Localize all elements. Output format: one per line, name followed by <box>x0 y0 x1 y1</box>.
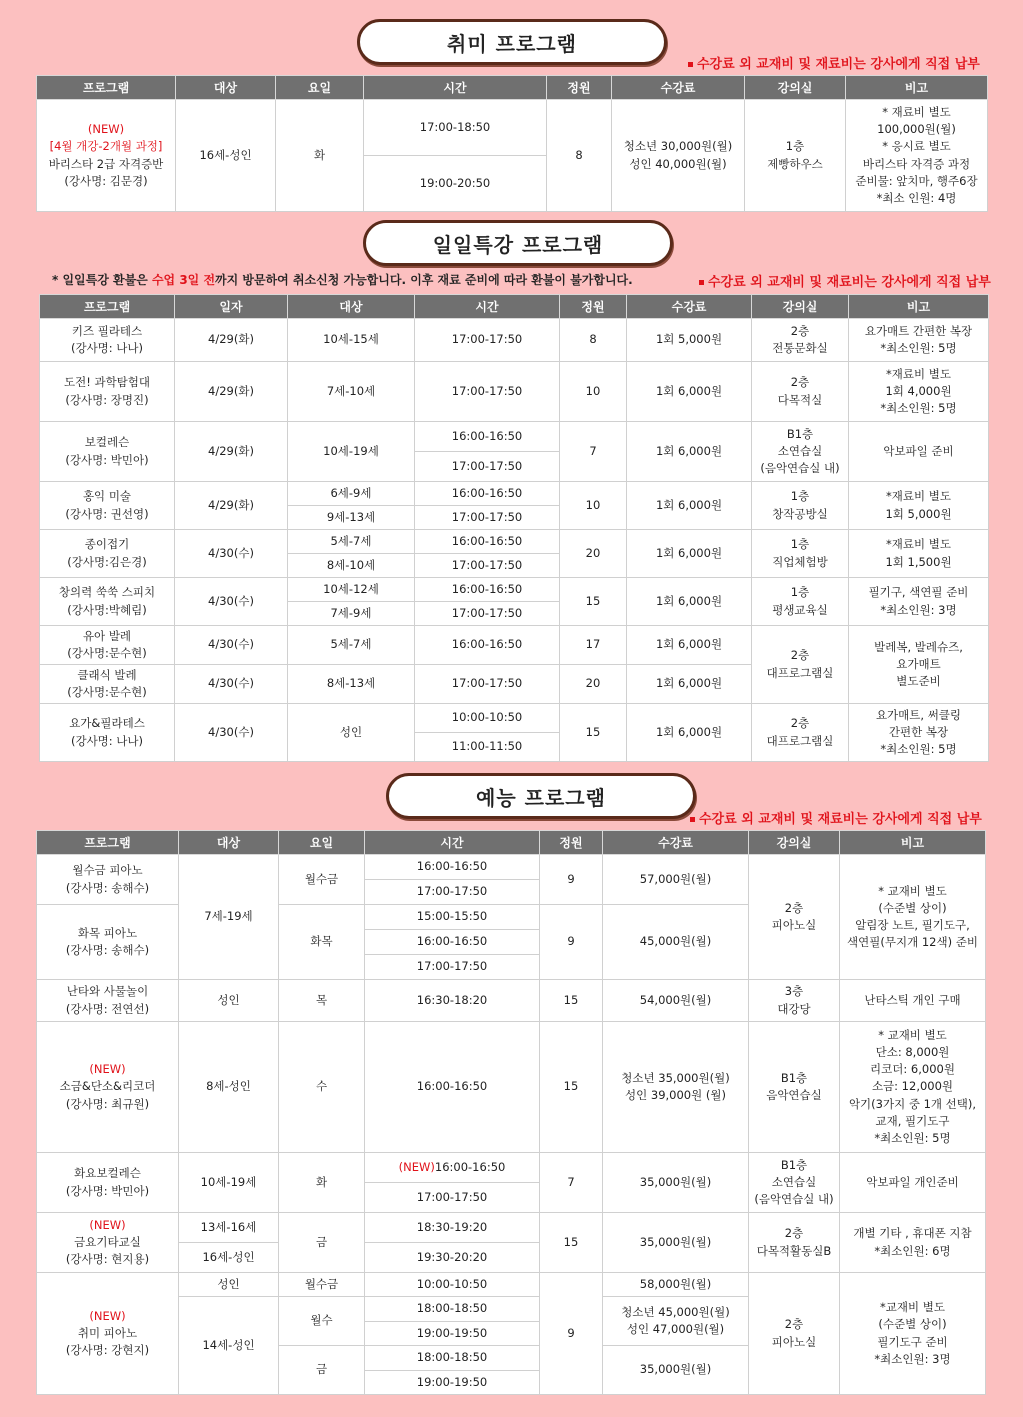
new-badge: (NEW) <box>87 122 125 136</box>
target-cell: 10세-15세 <box>288 319 415 362</box>
program-cell: 화목 피아노 (강사명: 송해수) <box>37 905 179 980</box>
fee-cell: 청소년 45,000원(월) 성인 47,000원(월) <box>603 1297 749 1346</box>
fee-cell: 1회 6,000원 <box>627 530 752 578</box>
fee-cell: 1회 6,000원 <box>627 704 752 762</box>
fee-cell: 54,000원(월) <box>603 980 749 1022</box>
memo-cell: *교재비 별도 (수준별 상이) 필기도구 준비 *최소인원: 3명 <box>840 1273 986 1395</box>
memo-cell: *재료비 별도 1회 4,000원 *최소인원: 5명 <box>849 362 989 422</box>
section-title-hobby: 취미 프로그램 <box>357 19 667 65</box>
arts-table <box>36 830 986 1395</box>
program-cell: 클래식 발레 (강사명:문수현) <box>40 665 175 704</box>
fee-cell: 57,000원(월) <box>603 855 749 905</box>
program-name: 바리스타 2급 자격증반 <box>48 156 164 171</box>
fee-cell: 35,000원(월) <box>603 1153 749 1213</box>
memo-cell: 난타스틱 개인 구매 <box>840 980 986 1022</box>
time-cell: 17:00-17:50 <box>415 506 560 530</box>
time-cell: 16:00-16:50 <box>365 855 540 880</box>
target-cell: 7세-10세 <box>288 362 415 422</box>
time-cell: 17:00-17:50 <box>415 665 560 704</box>
col-header: 정원 <box>547 76 612 100</box>
fee-notice: 수강료 외 교재비 및 재료비는 강사에게 직접 납부 <box>699 271 991 290</box>
date-cell: 4/30(수) <box>175 578 288 626</box>
program-cell: 홍익 미술 (강사명: 권선영) <box>40 482 175 530</box>
time-cell: 18:00-18:50 <box>365 1297 540 1322</box>
target-cell: 5세-7세 <box>288 626 415 665</box>
capacity-cell: 9 <box>540 1273 603 1395</box>
target-cell: 8세-13세 <box>288 665 415 704</box>
memo-cell: 발레복, 발레슈즈, 요가매트 별도준비 <box>849 626 989 704</box>
time-cell: 18:30-19:20 <box>365 1213 540 1243</box>
col-header: 비고 <box>846 76 988 100</box>
memo-cell: * 교재비 별도 단소: 8,000원 리코더: 6,000원 소금: 12,000원 악기(3가지 중 1개 선택), 교재, 필기도구 *최소인원: 5명 <box>840 1022 986 1153</box>
room-cell: 2층 대프로그램실 <box>752 626 849 704</box>
new-badge: (NEW) <box>89 1217 126 1232</box>
program-cell: 키즈 필라테스 (강사명: 나나) <box>40 319 175 362</box>
target-cell: 13세-16세 <box>179 1213 279 1243</box>
capacity-cell: 20 <box>560 530 627 578</box>
target-cell: 16세-성인 <box>176 100 276 212</box>
refund-notice: * 일일특강 환불은 수업 3일 전까지 방문하여 취소신청 가능합니다. 이후 재료 준비에 따라 환불이 불가합니다. <box>52 273 633 287</box>
day-cell: 화 <box>276 100 364 212</box>
time-cell: 16:30-18:20 <box>365 980 540 1022</box>
fee-cell: 1회 6,000원 <box>627 422 752 482</box>
day-cell: 수 <box>279 1022 365 1153</box>
time-cell: 17:00-17:50 <box>415 452 560 482</box>
col-header: 정원 <box>540 831 603 855</box>
memo-cell: 요가매트 간편한 복장 *최소인원: 5명 <box>849 319 989 362</box>
col-header: 프로그램 <box>37 76 176 100</box>
new-badge: (NEW) <box>89 1308 126 1323</box>
fee-cell: 35,000원(월) <box>603 1346 749 1395</box>
room-cell: 2층 다목적활동실B <box>749 1213 840 1273</box>
time-cell: 11:00-11:50 <box>415 733 560 762</box>
room-cell: 1층 평생교육실 <box>752 578 849 626</box>
target-cell: 8세-10세 <box>288 554 415 578</box>
target-cell: 성인 <box>288 704 415 762</box>
target-cell: 6세-9세 <box>288 482 415 506</box>
day-cell: 금 <box>279 1346 365 1395</box>
target-cell: 10세-19세 <box>288 422 415 482</box>
date-cell: 4/30(수) <box>175 530 288 578</box>
new-badge: (NEW) <box>89 1062 126 1077</box>
col-header: 요일 <box>279 831 365 855</box>
day-cell: 월수금 <box>279 855 365 905</box>
fee-notice: 수강료 외 교재비 및 재료비는 강사에게 직접 납부 <box>688 53 980 72</box>
time-cell: 17:00-17:50 <box>415 602 560 626</box>
col-header: 수강료 <box>627 295 752 319</box>
time-cell: 19:00-20:50 <box>364 156 547 212</box>
fee-cell: 35,000원(월) <box>603 1213 749 1273</box>
memo-cell: *재료비 별도 1회 1,500원 <box>849 530 989 578</box>
col-header: 강의실 <box>745 76 846 100</box>
col-header: 대상 <box>288 295 415 319</box>
program-name: 취미 피아노 (강사명: 강현지) <box>65 1325 150 1358</box>
target-cell: 10세-12세 <box>288 578 415 602</box>
fee-cell: 1회 6,000원 <box>627 362 752 422</box>
hobby-table <box>36 75 988 212</box>
room-cell: 2층 피아노실 <box>749 855 840 980</box>
room-cell: 1층 창작공방실 <box>752 482 849 530</box>
capacity-cell: 17 <box>560 626 627 665</box>
memo-cell: 필기구, 색연필 준비 *최소인원: 3명 <box>849 578 989 626</box>
col-header: 비고 <box>849 295 989 319</box>
capacity-cell: 8 <box>547 100 612 212</box>
capacity-cell: 15 <box>540 1213 603 1273</box>
memo-cell: *재료비 별도 1회 5,000원 <box>849 482 989 530</box>
time-cell: 17:00-17:50 <box>365 955 540 980</box>
day-cell: 목 <box>279 980 365 1022</box>
room-cell: B1층 소연습실 (음악연습실 내) <box>752 422 849 482</box>
col-header: 시간 <box>364 76 547 100</box>
room-cell: 2층 다목적실 <box>752 362 849 422</box>
target-cell: 성인 <box>179 1273 279 1297</box>
date-cell: 4/30(수) <box>175 626 288 665</box>
time-cell: 16:00-16:50 <box>415 530 560 554</box>
room-cell: B1층 음악연습실 <box>749 1022 840 1153</box>
time-cell: 19:00-19:50 <box>365 1371 540 1395</box>
col-header: 프로그램 <box>37 831 179 855</box>
fee-cell: 1회 5,000원 <box>627 319 752 362</box>
time-cell: 17:00-18:50 <box>364 100 547 156</box>
program-cell: 요가&필라테스 (강사명: 나나) <box>40 704 175 762</box>
course-tag: [4월 개강-2개월 과정] <box>49 139 163 154</box>
time-text: 16:00-16:50 <box>434 1159 506 1174</box>
day-cell: 화목 <box>279 905 365 980</box>
room-cell: 3층 대강당 <box>749 980 840 1022</box>
memo-cell: * 교재비 별도 (수준별 상이) 알림장 노트, 필기도구, 색연필(무지개 12색) 준비 <box>840 855 986 980</box>
section-title-arts: 예능 프로그램 <box>386 773 696 819</box>
time-cell <box>365 1153 540 1183</box>
capacity-cell: 20 <box>560 665 627 704</box>
time-cell: 16:00-16:50 <box>365 1022 540 1153</box>
time-cell: 19:00-19:50 <box>365 1322 540 1346</box>
fee-cell: 1회 6,000원 <box>627 482 752 530</box>
date-cell: 4/30(수) <box>175 665 288 704</box>
capacity-cell: 15 <box>560 704 627 762</box>
day-cell: 화 <box>279 1153 365 1213</box>
program-cell <box>37 1273 179 1395</box>
date-cell: 4/30(수) <box>175 704 288 762</box>
fee-cell: 1회 6,000원 <box>627 578 752 626</box>
col-header: 시간 <box>415 295 560 319</box>
program-cell: 도전! 과학탐험대 (강사명: 장명진) <box>40 362 175 422</box>
room-cell: 2층 대프로그램실 <box>752 704 849 762</box>
room-cell: 1층 직업체험방 <box>752 530 849 578</box>
date-cell: 4/29(화) <box>175 482 288 530</box>
section-title-daily: 일일특강 프로그램 <box>363 220 673 266</box>
col-header: 시간 <box>365 831 540 855</box>
fee-cell: 1회 6,000원 <box>627 665 752 704</box>
capacity-cell: 8 <box>560 319 627 362</box>
memo-cell: 악보파일 개인준비 <box>840 1153 986 1213</box>
program-cell: 월수금 피아노 (강사명: 송해수) <box>37 855 179 905</box>
target-cell: 10세-19세 <box>179 1153 279 1213</box>
day-cell: 월수금 <box>279 1273 365 1297</box>
target-cell: 성인 <box>179 980 279 1022</box>
program-cell: 화요보컬레슨 (강사명: 박민아) <box>37 1153 179 1213</box>
time-cell: 16:00-16:50 <box>365 930 540 955</box>
time-cell: 16:00-16:50 <box>415 422 560 452</box>
time-cell: 19:30-20:20 <box>365 1243 540 1273</box>
capacity-cell: 7 <box>560 422 627 482</box>
time-cell: 17:00-17:50 <box>365 880 540 905</box>
col-header: 일자 <box>175 295 288 319</box>
program-cell <box>37 1213 179 1273</box>
col-header: 요일 <box>276 76 364 100</box>
program-name: 소금&단소&리코더 (강사명: 최규원) <box>59 1079 156 1111</box>
room-cell: 1층 제빵하우스 <box>745 100 846 212</box>
day-cell: 금 <box>279 1213 365 1273</box>
col-header: 비고 <box>840 831 986 855</box>
col-header: 강의실 <box>752 295 849 319</box>
fee-cell: 58,000원(월) <box>603 1273 749 1297</box>
program-name: 금요기타교실 (강사명: 현지용) <box>65 1234 150 1267</box>
room-cell: 2층 전통문화실 <box>752 319 849 362</box>
memo-cell: 악보파일 준비 <box>849 422 989 482</box>
time-cell: 15:00-15:50 <box>365 905 540 930</box>
target-cell: 7세-19세 <box>179 855 279 980</box>
time-cell: 16:00-16:50 <box>415 482 560 506</box>
capacity-cell: 15 <box>560 578 627 626</box>
capacity-cell: 9 <box>540 855 603 905</box>
date-cell: 4/29(화) <box>175 422 288 482</box>
col-header: 수강료 <box>612 76 745 100</box>
date-cell: 4/29(화) <box>175 319 288 362</box>
fee-cell: 45,000원(월) <box>603 905 749 980</box>
time-cell: 17:00-17:50 <box>415 554 560 578</box>
time-cell: 17:00-17:50 <box>415 362 560 422</box>
col-header: 정원 <box>560 295 627 319</box>
col-header: 프로그램 <box>40 295 175 319</box>
col-header: 수강료 <box>603 831 749 855</box>
time-cell: 18:00-18:50 <box>365 1346 540 1371</box>
fee-notice: 수강료 외 교재비 및 재료비는 강사에게 직접 납부 <box>690 808 982 827</box>
memo-cell: 개별 기타 , 휴대폰 지참 *최소인원: 6명 <box>840 1213 986 1273</box>
target-cell: 7세-9세 <box>288 602 415 626</box>
col-header: 대상 <box>176 76 276 100</box>
program-cell: 창의력 쑥쑥 스피치 (강사명:박혜림) <box>40 578 175 626</box>
room-cell: B1층 소연습실 (음악연습실 내) <box>749 1153 840 1213</box>
col-header: 대상 <box>179 831 279 855</box>
teacher-name: (강사명: 김문경) <box>64 173 148 188</box>
capacity-cell: 10 <box>560 362 627 422</box>
date-cell: 4/29(화) <box>175 362 288 422</box>
time-cell: 17:00-17:50 <box>415 319 560 362</box>
new-badge: (NEW) <box>398 1159 435 1174</box>
program-cell <box>37 1022 179 1153</box>
program-cell: 유아 발레 (강사명:문수현) <box>40 626 175 665</box>
daily-table <box>39 294 989 762</box>
capacity-cell: 7 <box>540 1153 603 1213</box>
fee-cell: 청소년 30,000원(월) 성인 40,000원(월) <box>612 100 745 212</box>
target-cell: 5세-7세 <box>288 530 415 554</box>
capacity-cell: 9 <box>540 905 603 980</box>
fee-cell: 청소년 35,000원(월) 성인 39,000원 (월) <box>603 1022 749 1153</box>
time-cell: 10:00-10:50 <box>365 1273 540 1297</box>
program-cell: 보컬레슨 (강사명: 박민아) <box>40 422 175 482</box>
col-header: 강의실 <box>749 831 840 855</box>
time-cell: 16:00-16:50 <box>415 626 560 665</box>
target-cell: 9세-13세 <box>288 506 415 530</box>
time-cell: 16:00-16:50 <box>415 578 560 602</box>
program-cell: 난타와 사물놀이 (강사명: 전연선) <box>37 980 179 1022</box>
memo-cell: * 재료비 별도 100,000원(월) * 응시료 별도 바리스타 자격증 과정 준비물: 앞치마, 행주6장 *최소 인원: 4명 <box>846 100 988 212</box>
fee-cell: 1회 6,000원 <box>627 626 752 665</box>
target-cell: 8세-성인 <box>179 1022 279 1153</box>
target-cell: 14세-성인 <box>179 1297 279 1395</box>
capacity-cell: 15 <box>540 1022 603 1153</box>
target-cell: 16세-성인 <box>179 1243 279 1273</box>
program-cell: 종이접기 (강사명:김은경) <box>40 530 175 578</box>
capacity-cell: 10 <box>560 482 627 530</box>
time-cell: 17:00-17:50 <box>365 1183 540 1213</box>
time-cell: 10:00-10:50 <box>415 704 560 733</box>
program-cell <box>37 100 176 212</box>
memo-cell: 요가매트, 써클링 간편한 복장 *최소인원: 5명 <box>849 704 989 762</box>
day-cell: 월수 <box>279 1297 365 1346</box>
room-cell: 2층 피아노실 <box>749 1273 840 1395</box>
capacity-cell: 15 <box>540 980 603 1022</box>
